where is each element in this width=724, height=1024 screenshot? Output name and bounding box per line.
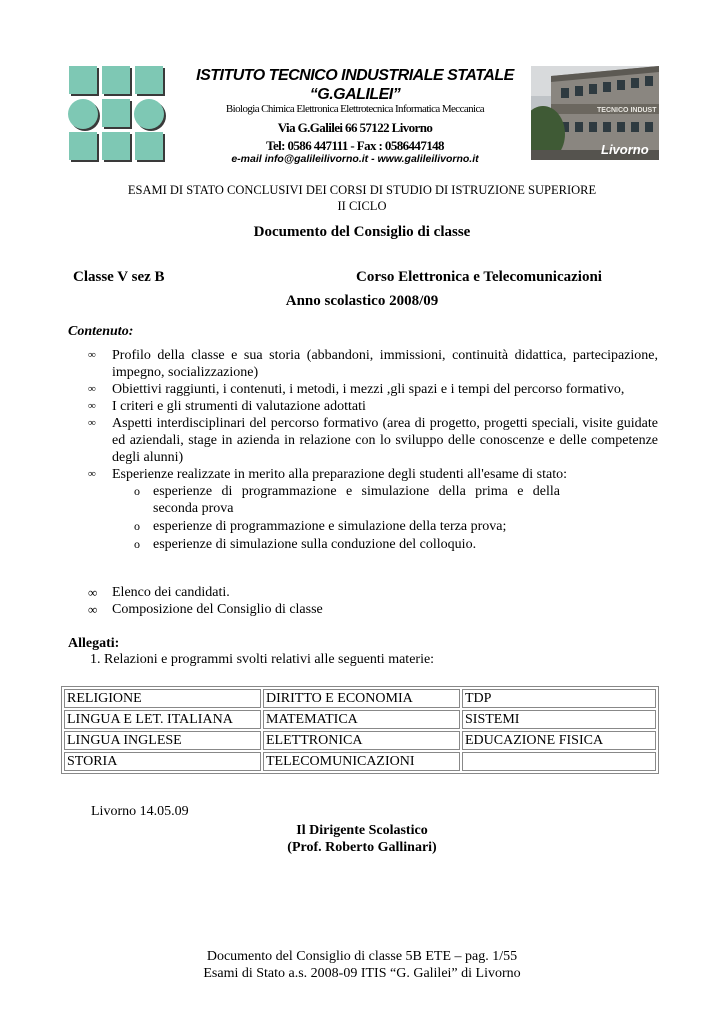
footer-line-1: Documento del Consiglio di classe 5B ETE – pag. 1/55 <box>206 949 518 964</box>
list-item-text: Profilo della classe e sua storia (abbandoni, immissioni, continuità didattica, partecipazione, impegno, socializzazione) <box>112 348 658 380</box>
table-cell: DIRITTO E ECONOMIA <box>263 689 460 708</box>
sub-list-item <box>112 483 658 517</box>
table-cell: STORIA <box>64 752 261 771</box>
circle-bullet-icon: o <box>134 519 140 533</box>
exam-heading <box>60 182 664 214</box>
document-title: Documento del Consiglio di classe <box>253 224 471 240</box>
table-row <box>64 752 656 771</box>
exam-line-1: ESAMI DI STATO CONCLUSIVI DEI CORSI DI STUDIO DI ISTRUZIONE SUPERIORE <box>127 183 597 197</box>
footer-line-2: Esami di Stato a.s. 2008-09 ITIS “G. Galilei” di Livorno <box>203 966 521 981</box>
school-logo <box>68 65 168 165</box>
sub-list <box>112 483 658 553</box>
school-building-photo <box>531 66 659 160</box>
table-cell: MATEMATICA <box>263 710 460 729</box>
circle-bullet-icon: o <box>134 537 140 551</box>
table-cell: TDP <box>462 689 656 708</box>
list-item-text: Esperienze realizzate in merito alla preparazione degli studenti all'esame di stato: <box>112 467 567 482</box>
signature-block <box>60 822 664 856</box>
page-footer <box>60 948 664 982</box>
list-item-text: Composizione del Consiglio di classe <box>112 602 323 617</box>
list-item <box>88 398 658 415</box>
infinity-bullet-icon: ∞ <box>88 602 98 617</box>
list-item-text: Obiettivi raggiunti, i contenuti, i metodi, i mezzi ,gli spazi e i tempi del percorso formativo, <box>112 382 625 397</box>
course-label: Corso Elettronica e Telecomunicazioni <box>356 269 602 285</box>
exam-line-2: II CICLO <box>337 199 387 213</box>
institute-named: “G.GALILEI” <box>309 86 401 103</box>
attachments-heading: Allegati: <box>68 636 120 651</box>
sub-list-item <box>112 536 658 553</box>
table-cell: ELETTRONICA <box>263 731 460 750</box>
photo-caption: Livorno <box>601 142 649 157</box>
sub-list-item-text: esperienze di simulazione sulla conduzione del colloquio. <box>153 537 477 552</box>
list-item-text: Elenco dei candidati. <box>112 585 230 600</box>
infinity-bullet-icon: ∞ <box>88 383 96 395</box>
table-cell: SISTEMI <box>462 710 656 729</box>
table-cell: RELIGIONE <box>64 689 261 708</box>
table-row <box>64 731 656 750</box>
table-cell: LINGUA E LET. ITALIANA <box>64 710 261 729</box>
infinity-bullet-icon: ∞ <box>88 585 98 600</box>
list-item <box>88 601 658 618</box>
table-row <box>64 710 656 729</box>
table-cell <box>462 752 656 771</box>
infinity-bullet-icon: ∞ <box>88 468 96 480</box>
contents-list-2 <box>88 584 658 618</box>
table-row <box>64 689 656 708</box>
list-item-text: Aspetti interdisciplinari del percorso formativo (area di progetto, progetti speciali, visite guidate ed aziendali, stage in azienda in relazione con lo sviluppo delle conoscenze e delle competenze degli alunni) <box>112 416 658 465</box>
institute-phone-fax: Tel: 0586 447111 - Fax : 0586447148 <box>266 138 444 153</box>
place-date: Livorno 14.05.09 <box>91 804 189 819</box>
list-item <box>88 584 658 601</box>
institute-contacts <box>170 119 540 155</box>
institute-title <box>170 66 540 104</box>
table-cell: LINGUA INGLESE <box>64 731 261 750</box>
attachments-item: 1. Relazioni e programmi svolti relativi alle seguenti materie: <box>90 652 435 667</box>
circle-bullet-icon: o <box>134 484 140 498</box>
list-item <box>88 466 658 553</box>
school-year: Anno scolastico 2008/09 <box>285 293 439 309</box>
institute-name: ISTITUTO TECNICO INDUSTRIALE STATALE <box>196 67 514 84</box>
table-cell: TELECOMUNICAZIONI <box>263 752 460 771</box>
infinity-bullet-icon: ∞ <box>88 400 96 412</box>
institute-address: Via G.Galilei 66 57122 Livorno <box>277 120 433 135</box>
table-cell: EDUCAZIONE FISICA <box>462 731 656 750</box>
institute-specializations: Biologia Chimica Elettronica Elettrotecnica Informatica Meccanica <box>225 103 485 115</box>
photo-sign-text: TECNICO INDUST <box>597 107 657 114</box>
sub-list-item-text: esperienze di programmazione e simulazione della prima e della seconda prova <box>153 484 560 516</box>
infinity-bullet-icon: ∞ <box>88 417 96 429</box>
subjects-table <box>61 686 659 774</box>
list-item <box>88 347 658 381</box>
list-item <box>88 381 658 398</box>
principal-title: Il Dirigente Scolastico <box>296 823 428 838</box>
principal-name: (Prof. Roberto Gallinari) <box>287 840 437 855</box>
sub-list-item <box>112 518 658 535</box>
contents-list <box>88 347 658 553</box>
infinity-bullet-icon: ∞ <box>88 349 96 361</box>
institute-email-web: e-mail info@galileilivorno.it - www.galileilivorno.it <box>231 153 479 165</box>
contents-heading: Contenuto: <box>68 324 134 339</box>
list-item-text: I criteri e gli strumenti di valutazione adottati <box>112 399 366 414</box>
list-item <box>88 415 658 466</box>
sub-list-item-text: esperienze di programmazione e simulazione della terza prova; <box>153 519 507 534</box>
class-label: Classe V sez B <box>73 269 165 285</box>
